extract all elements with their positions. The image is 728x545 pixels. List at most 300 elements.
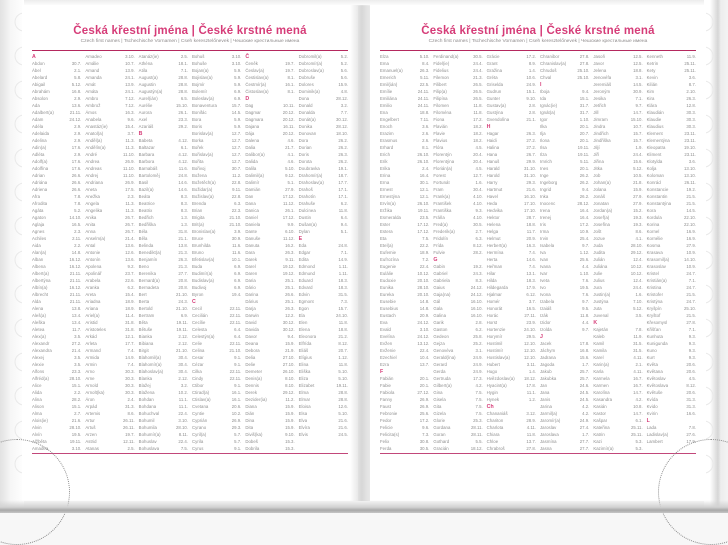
given-name: Anastáz(ie) [85, 124, 108, 129]
name-entry [245, 151, 294, 158]
given-name: Brigita [191, 215, 205, 220]
given-name: Anselm(a) [85, 236, 106, 241]
name-entry [540, 326, 589, 333]
given-name: Bojan(a) [191, 68, 209, 73]
nameday-date: 16.1. [231, 390, 242, 395]
name-entry [487, 396, 536, 403]
name-entry [139, 151, 188, 158]
name-entry [32, 235, 81, 242]
nameday-date: 12.6. [125, 250, 135, 255]
given-name: Ámos [85, 110, 97, 115]
given-name: Afra [32, 194, 41, 199]
given-name: Kunhuta [646, 334, 663, 339]
nameday-date: 8.3. [475, 278, 483, 283]
nameday-date: 21.1. [526, 117, 536, 122]
given-name: Arkád [85, 334, 97, 339]
nameday-date: 26.10. [282, 369, 295, 374]
nameday-date: 15.1. [71, 404, 82, 409]
nameday-date: 25.10. [577, 68, 590, 73]
name-entry [380, 130, 429, 137]
given-name: Bert [138, 292, 147, 297]
given-name: Konstancie [646, 187, 669, 192]
name-entry [380, 445, 429, 452]
given-name: Jasmína [539, 439, 557, 444]
given-name: Barnabáš [138, 166, 158, 171]
given-name: Jacek [539, 341, 552, 346]
name-entry [487, 144, 536, 151]
name-entry [139, 368, 188, 375]
name-entry [85, 235, 134, 242]
nameday-date: 7.1. [635, 96, 643, 101]
nameday-date: 18.12. [470, 446, 483, 451]
given-name: Bohumil [138, 418, 155, 423]
name-entry [192, 74, 241, 81]
name-entry [380, 53, 429, 60]
nameday-date: 22.2. [419, 243, 430, 248]
name-entry [433, 431, 482, 438]
name-entry [647, 305, 696, 312]
name-entry [487, 291, 536, 298]
name-entry [192, 326, 241, 333]
nameday-date: 2.2. [74, 390, 82, 395]
name-entry [139, 305, 188, 312]
name-entry [593, 221, 642, 228]
name-entry [32, 410, 81, 417]
name-entry [540, 179, 589, 186]
given-name: Borislav(a) [191, 131, 214, 136]
name-entry [245, 354, 294, 361]
nameday-date: 18.2. [473, 131, 483, 136]
name-entry [299, 207, 348, 214]
name-entry [32, 221, 81, 228]
nameday-date: 17.10. [524, 208, 536, 213]
given-name: Ivan [539, 257, 549, 262]
given-name: Adéla [32, 124, 44, 129]
given-name: Jesika [593, 96, 606, 101]
nameday-date: 7.8. [74, 194, 82, 199]
name-entry [192, 368, 241, 375]
given-name: Darina [245, 292, 259, 297]
given-name: Kliment [646, 152, 662, 157]
given-name: Anita [85, 222, 96, 227]
name-entry [433, 417, 482, 424]
given-name: Agnes [32, 229, 45, 234]
given-name: Armand [85, 348, 101, 353]
given-name: Febronie [380, 411, 398, 416]
name-entry [245, 158, 294, 165]
nameday-date: 15.4. [125, 124, 135, 129]
nameday-date: 26.9. [419, 397, 430, 402]
given-name: Kazimír(a) [593, 446, 614, 451]
given-name: Dalena [245, 138, 260, 143]
nameday-date: 3.10. [125, 54, 135, 59]
nameday-date: 19.4. [231, 292, 242, 297]
left-page-header [22, 5, 358, 45]
name-entry [433, 438, 482, 445]
name-entry [433, 158, 482, 165]
nameday-date: 24.10. [336, 313, 348, 318]
given-name: Kašpar [593, 418, 608, 423]
given-name: Gaja(na) [433, 292, 451, 297]
nameday-date: 7.5. [475, 397, 483, 402]
nameday-date: 26.11. [684, 180, 696, 185]
given-name: Jindřiška [593, 138, 611, 143]
nameday-date: 24.5. [579, 390, 590, 395]
name-entry [32, 130, 81, 137]
given-name: Delia [245, 355, 256, 360]
given-name: Květa [646, 362, 658, 367]
section-letter: L [646, 417, 650, 424]
nameday-date: 28.10. [630, 243, 643, 248]
nameday-date: 3.5. [74, 355, 82, 360]
given-name: Dan [245, 194, 254, 199]
given-name: Albín(a) [32, 285, 48, 290]
given-name: Kajetán [593, 327, 609, 332]
name-entry [433, 144, 482, 151]
given-name: Kurt [646, 355, 655, 360]
name-entry [540, 60, 589, 67]
nameday-date: 26.6. [285, 292, 295, 297]
nameday-date: 2.4. [422, 166, 430, 171]
given-name: Filomen [433, 103, 449, 108]
name-entry [593, 431, 642, 438]
nameday-date: 16.12. [69, 285, 82, 290]
nameday-date: 5.11. [580, 159, 590, 164]
nameday-date: 29.12. [630, 250, 643, 255]
name-entry [593, 214, 642, 221]
given-name: Job [593, 173, 601, 178]
given-name: Kristel [646, 271, 659, 276]
nameday-date: 17.12. [417, 222, 430, 227]
nameday-date: 15.4. [125, 292, 135, 297]
given-name: Emerich [380, 75, 397, 80]
name-entry [380, 165, 429, 172]
given-name: Darek [245, 257, 258, 262]
given-name: Areta [85, 292, 96, 297]
name-entry [32, 151, 81, 158]
given-name: Benedikt(a) [138, 250, 162, 255]
given-name: Herta [486, 257, 498, 262]
given-name: Filibert [433, 82, 447, 87]
name-entry [487, 368, 536, 375]
nameday-date: 7.1. [180, 68, 188, 73]
nameday-date: 19.3. [633, 222, 643, 227]
name-entry [192, 200, 241, 207]
nameday-date: 4.2. [475, 383, 483, 388]
given-name: Božetěch(a) [191, 180, 216, 185]
given-name: Elsa [298, 411, 308, 416]
nameday-date: 15.10. [630, 117, 643, 122]
name-entry [593, 396, 642, 403]
nameday-date: 8.9. [528, 61, 536, 66]
nameday-date: 28.8. [178, 75, 188, 80]
given-name: Hortenzie [486, 327, 506, 332]
nameday-date: 31.8. [125, 327, 135, 332]
nameday-date: 26.6. [71, 180, 82, 185]
given-name: Eržika [380, 208, 393, 213]
given-name: Doubravka [298, 166, 320, 171]
given-name: Ada [32, 103, 40, 108]
name-entry [487, 172, 536, 179]
given-name: Dobromír(a) [298, 61, 323, 66]
name-entry [299, 158, 348, 165]
nameday-date: 12.10. [524, 341, 536, 346]
given-name: Izaiáš [539, 306, 552, 311]
given-name: Eduard [298, 278, 313, 283]
given-name: Alexandr [32, 341, 50, 346]
nameday-date: 14.5. [231, 110, 242, 115]
nameday-date: 23.3. [178, 117, 188, 122]
name-entry [380, 424, 429, 431]
name-entry [593, 53, 642, 60]
name-entry [85, 179, 134, 186]
given-name: Antal [85, 243, 96, 248]
name-entry [245, 193, 294, 200]
nameday-date: 15.3. [285, 439, 295, 444]
name-entry [647, 53, 696, 60]
name-entry [433, 445, 482, 452]
given-name: Dián [245, 411, 255, 416]
name-entry [540, 102, 589, 109]
name-entry [32, 123, 81, 130]
name-entry [299, 123, 348, 130]
name-entry [245, 221, 294, 228]
given-name: Čistoslav(a) [245, 89, 269, 94]
nameday-date: 18.9. [125, 299, 135, 304]
name-entry [433, 130, 482, 137]
given-name: Elvíra [298, 425, 310, 430]
name-entry [32, 116, 81, 123]
given-name: Apolinář [85, 271, 102, 276]
name-entry [593, 445, 642, 452]
given-name: Jetřich [593, 103, 607, 108]
name-entry [487, 361, 536, 368]
nameday-date: 14.8. [71, 250, 82, 255]
name-entry [85, 431, 134, 438]
given-name: Blahoslav(a) [138, 369, 164, 374]
given-name: Artemis [85, 411, 101, 416]
nameday-date: 9.10. [526, 96, 536, 101]
name-entry [380, 228, 429, 235]
given-name: Jenovéfa [593, 75, 612, 80]
name-entry [299, 88, 348, 95]
name-entry [139, 172, 188, 179]
name-entry [32, 326, 81, 333]
name-entry [32, 396, 81, 403]
given-name: Derek [245, 390, 258, 395]
given-name: Florentýna [433, 159, 455, 164]
nameday-date: 21.1. [178, 236, 188, 241]
nameday-date: 5.7. [234, 432, 242, 437]
given-name: Abigail [32, 82, 46, 87]
given-name: Jill [593, 110, 599, 115]
name-entry [380, 333, 429, 340]
nameday-date: 25.4. [579, 236, 590, 241]
name-entry [593, 298, 642, 305]
name-entry [487, 347, 536, 354]
given-name: Dušan(a) [298, 222, 317, 227]
name-entry [192, 354, 241, 361]
nameday-date: 5.6. [340, 68, 348, 73]
name-entry [433, 326, 482, 333]
nameday-date: 20.1. [419, 376, 430, 381]
name-entry [245, 263, 294, 270]
nameday-date: 2.9. [74, 138, 82, 143]
nameday-date: 5.10. [338, 411, 348, 416]
nameday-date: 11.3. [125, 201, 135, 206]
given-name: Halina [486, 145, 500, 150]
given-name: Fidel(ie) [433, 61, 450, 66]
name-entry [647, 375, 696, 382]
nameday-date: 17.2. [579, 222, 590, 227]
nameday-date: 9.10. [285, 432, 295, 437]
nameday-date: 7.5. [475, 404, 483, 409]
given-name: Augustin [138, 82, 156, 87]
name-entry [32, 88, 81, 95]
name-entry [380, 88, 429, 95]
given-name: Dobeš [245, 439, 258, 444]
name-entry [245, 102, 294, 109]
given-name: Bohuslav [138, 439, 157, 444]
nameday-date: 25.11. [684, 68, 696, 73]
name-entry [192, 144, 241, 151]
nameday-date: 17.12. [282, 194, 295, 199]
nameday-date: 11.4. [125, 313, 135, 318]
given-name: Kornélie [646, 236, 663, 241]
given-name: Cyrano [191, 425, 207, 430]
nameday-date: 12.6. [338, 404, 348, 409]
given-name: Cyrila [191, 439, 204, 444]
name-entry [593, 88, 642, 95]
name-entry [487, 88, 536, 95]
nameday-date: 4.12. [178, 152, 188, 157]
given-name: Fulvie [433, 250, 446, 255]
given-name: Eliáš [298, 348, 309, 353]
name-entry [433, 333, 482, 340]
nameday-date: 12.10. [524, 355, 536, 360]
nameday-date: 20.9. [526, 236, 536, 241]
given-name: Hilda [486, 278, 497, 283]
given-name: Johan(a) [593, 180, 611, 185]
name-entry [433, 74, 482, 81]
name-entry [299, 382, 348, 389]
name-entry [85, 298, 134, 305]
given-name: Chrudoš [539, 68, 557, 73]
given-name: Donovan [298, 131, 317, 136]
page-title: Česká křestní jména | České krstné mená [73, 25, 307, 37]
nameday-date: 12.7. [231, 159, 242, 164]
name-entry [593, 333, 642, 340]
nameday-date: 25.6. [419, 411, 430, 416]
given-name: Gita [433, 404, 442, 409]
name-entry [647, 361, 696, 368]
given-name: Ena [380, 110, 388, 115]
given-name: Alina [32, 397, 42, 402]
name-entry [647, 109, 696, 116]
page-title: Česká křestní jména | České krstné mená [421, 25, 655, 37]
name-entry [245, 137, 294, 144]
nameday-date: 14.6. [526, 257, 536, 262]
given-name: Drahotín [298, 194, 316, 199]
nameday-date: 9.1. [234, 355, 242, 360]
given-name: Ilja [539, 131, 546, 136]
given-name: Aida [32, 243, 41, 248]
nameday-date: 10.1. [231, 257, 242, 262]
given-name: Alida [32, 390, 42, 395]
given-name: Beno [138, 264, 149, 269]
given-name: Andělín(a) [85, 145, 106, 150]
name-entry [139, 144, 188, 151]
given-name: Chrabroš [486, 446, 505, 451]
given-name: Krasava [646, 250, 663, 255]
name-entry [593, 123, 642, 130]
given-name: Konrád [646, 180, 661, 185]
nameday-date: 11.6. [178, 166, 188, 171]
name-entry [487, 200, 536, 207]
name-entry [299, 116, 348, 123]
nameday-date: 2.8. [475, 320, 483, 325]
given-name: Klaudius [646, 124, 664, 129]
given-name: Ilsa [539, 145, 547, 150]
given-name: Arleta [85, 341, 97, 346]
given-name: Andrea [85, 159, 100, 164]
given-name: André [85, 152, 98, 157]
nameday-date: 1.7. [582, 432, 590, 437]
name-entry [85, 333, 134, 340]
nameday-date: 25.6. [579, 257, 590, 262]
section-letter: E [298, 235, 303, 242]
given-name: Bořita [191, 159, 204, 164]
name-entry [540, 172, 589, 179]
name-entry [32, 256, 81, 263]
given-name: Gizela [433, 411, 446, 416]
name-entry [487, 424, 536, 431]
given-name: Irvin [539, 236, 549, 241]
nameday-date: 6.9. [234, 278, 242, 283]
given-name: Bojmír [191, 82, 205, 87]
name-entry [380, 235, 429, 242]
given-name: Julie [593, 271, 603, 276]
nameday-date: 12.5. [633, 54, 643, 59]
given-name: Alvín [32, 432, 42, 437]
name-entry [487, 445, 536, 452]
name-entry [245, 375, 294, 382]
name-entry [647, 235, 696, 242]
given-name: Helmut [486, 236, 501, 241]
given-name: Josef(a) [593, 215, 610, 220]
nameday-date: 25.11. [631, 425, 643, 430]
name-entry [32, 109, 81, 116]
nameday-date: 21.7. [285, 145, 295, 150]
name-entry [540, 214, 589, 221]
nameday-date: 14.7. [633, 411, 643, 416]
nameday-date: 30.3. [125, 376, 135, 381]
given-name: Atila [138, 68, 148, 73]
name-entry [540, 67, 589, 74]
nameday-date: 28.10. [69, 425, 82, 430]
given-name: Jiřina [593, 159, 604, 164]
given-name: Donika [298, 124, 313, 129]
name-entry [593, 207, 642, 214]
name-entry [433, 151, 482, 158]
nameday-date: 2.10. [686, 89, 696, 94]
name-entry [192, 186, 241, 193]
name-entry [433, 347, 482, 354]
nameday-date: 7.1. [688, 278, 696, 283]
name-entry [85, 291, 134, 298]
nameday-date: 18.3. [338, 285, 348, 290]
nameday-date: 9.6. [422, 425, 430, 430]
